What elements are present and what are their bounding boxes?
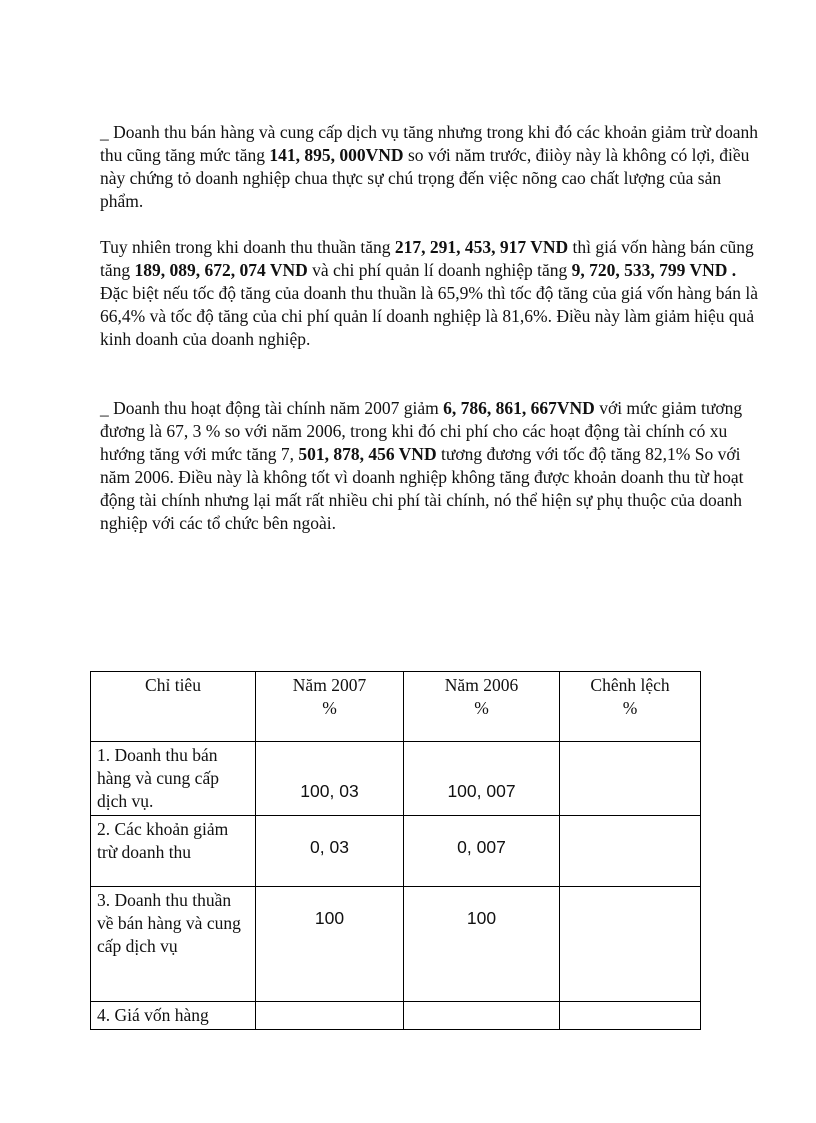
header-line: Chênh lệch <box>590 675 670 695</box>
value-diff <box>560 742 701 816</box>
bold-amount: 6, 786, 861, 667VND <box>443 398 595 418</box>
percentage-table <box>90 671 701 1030</box>
text-span: và chi phí quản lí doanh nghiệp tăng <box>307 260 572 280</box>
row-label: 2. Các khoản giảm trừ doanh thu <box>91 816 256 887</box>
header-cell <box>560 672 701 742</box>
value-2007: 0, 03 <box>256 816 404 887</box>
table-row <box>91 742 701 816</box>
bold-amount: 9, 720, 533, 799 VND . <box>571 260 737 280</box>
bold-amount: 217, 291, 453, 917 VND <box>394 237 569 257</box>
row-label: 3. Doanh thu thuần về bán hàng và cung cấp dịch vụ <box>91 887 256 1002</box>
table-row <box>91 887 701 1002</box>
text-span: thì giá vốn hàng bán cũng tăng <box>100 237 754 280</box>
value-2007: 100 <box>256 887 404 1002</box>
value-2006 <box>404 1002 560 1030</box>
header-line: Chỉ tiêu <box>145 675 201 695</box>
table-row <box>91 1002 701 1030</box>
header-cell <box>404 672 560 742</box>
header-line: % <box>322 698 337 718</box>
text-span: Tuy nhiên trong khi doanh thu thuần tăng <box>100 237 395 257</box>
header-line: Năm 2006 <box>444 675 519 695</box>
text-span: tương đương với tốc độ tăng 82,1% So với năm 2006. Điều này là không tốt vì doanh nghiệp không tăng được khoản doanh thu từ hoạt động tài chính nhưng lại mất rất nhiều chi phí tài chính, nó thể hiện sự phụ thuộc của doanh nghiệp với các tổ chức bên ngoài. <box>100 444 744 533</box>
header-cell <box>91 672 256 742</box>
table-header-row <box>91 672 701 742</box>
paragraph-financial-revenue <box>100 397 764 535</box>
header-line: % <box>622 698 638 718</box>
header-line: Năm 2007 <box>292 675 367 695</box>
header-line: % <box>474 698 489 718</box>
value-diff <box>560 887 701 1002</box>
text-span: so với năm trước, điiòy này là không có lợi, điều này chứng tỏ doanh nghiệp chua thực sự chú trọng đến việc nõng cao chất lượng của sản phẩm. <box>100 145 750 211</box>
value-2006: 100, 007 <box>404 742 560 816</box>
paragraph-sales-revenue <box>100 121 764 213</box>
text-span: _ Doanh thu bán hàng và cung cấp dịch vụ tăng nhưng trong khi đó các khoản giảm trừ doanh thu cũng tăng mức tăng <box>100 122 759 165</box>
value-2007 <box>256 1002 404 1030</box>
value-2006: 0, 007 <box>404 816 560 887</box>
header-cell <box>256 672 404 742</box>
table-row <box>91 816 701 887</box>
bold-amount: 141, 895, 000VND <box>269 145 404 165</box>
paragraph-net-revenue <box>100 236 764 351</box>
value-2006: 100 <box>404 887 560 1002</box>
value-2007: 100, 03 <box>256 742 404 816</box>
value-diff <box>560 1002 701 1030</box>
bold-amount: 189, 089, 672, 074 VND <box>134 260 308 280</box>
text-span: Đặc biệt nếu tốc độ tăng của doanh thu thuần là 65,9% thì tốc độ tăng của giá vốn hàng bán là 66,4% và tốc độ tăng của chi phí quản lí doanh nghiệp là 81,6%. Điều này làm giảm hiệu quả kinh doanh của doanh nghiệp. <box>100 283 759 349</box>
value-diff <box>560 816 701 887</box>
text-span: _ Doanh thu hoạt động tài chính năm 2007 giảm <box>100 398 444 418</box>
text-span: với mức giảm tương đương là 67, 3 % so với năm 2006, trong khi đó chi phí cho các hoạt động tài chính có xu hướng tăng với mức tăng 7, <box>100 398 743 464</box>
row-label: 1. Doanh thu bán hàng và cung cấp dịch vụ. <box>91 742 256 816</box>
bold-amount: 501, 878, 456 VND <box>298 444 437 464</box>
row-label: 4. Giá vốn hàng <box>91 1002 256 1030</box>
